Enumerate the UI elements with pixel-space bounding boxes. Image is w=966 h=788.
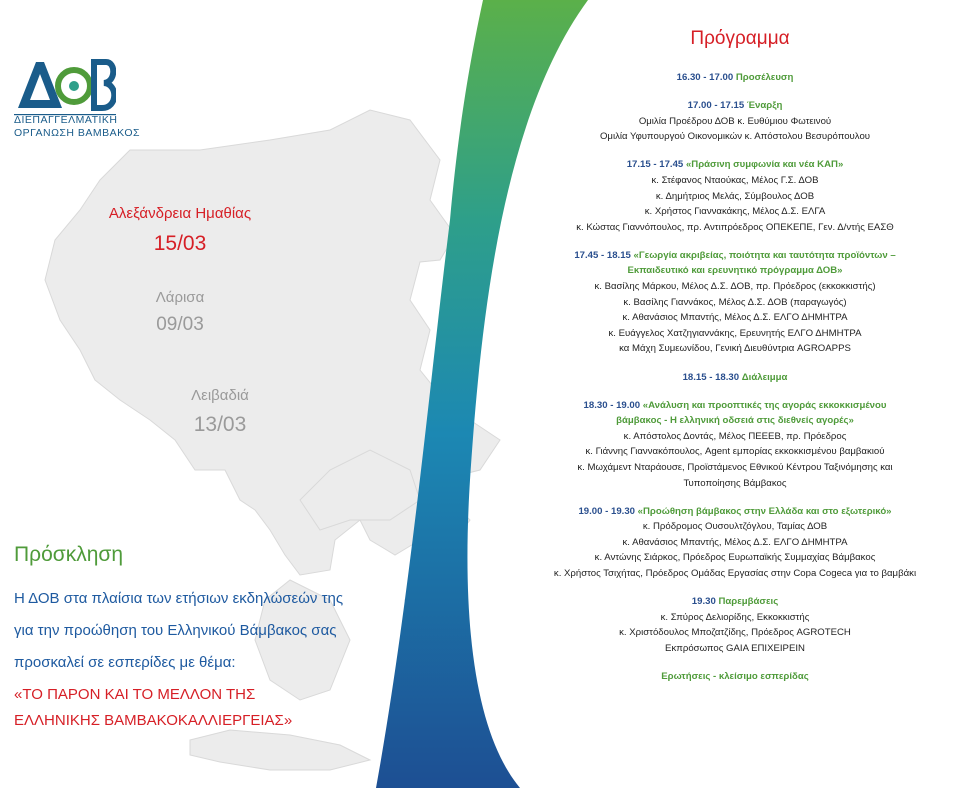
- date-larisa: 09/03: [156, 314, 204, 335]
- city-alexandreia: Αλεξάνδρεια Ημαθίας: [108, 205, 252, 222]
- speaker-line: κ. Δημήτριος Μελάς, Σύμβουλος ΔΟΒ: [655, 190, 815, 202]
- speaker-line: κ. Αθανάσιος Μπαντής, Μέλος Δ.Σ. ΕΛΓΟ ΔΗΜΗΤΡΑ: [622, 312, 848, 324]
- invitation-theme-2: ΕΛΛΗΝΙΚΗΣ ΒΑΜΒΑΚΟΚΑΛΛΙΕΡΓΕΙΑΣ»: [14, 712, 293, 729]
- speaker-line: κ. Μωχάμεντ Νταράουσε, Προϊστάμενος Εθνικού Κέντρου Ταξινόμησης και: [577, 461, 893, 473]
- session-green-deal: 17.15 - 17.45 «Πράσινη συμφωνία και νέα ΚΑΠ»: [626, 159, 844, 171]
- invitation-line-3: προσκαλεί σε εσπερίδες με θέμα:: [14, 654, 236, 671]
- session-closing: Ερωτήσεις - κλείσιμο εσπερίδας: [661, 671, 809, 682]
- speaker-line: Τυποποίησης Βάμβακος: [683, 477, 787, 489]
- session-promotion: 19.00 - 19.30 «Προώθηση βάμβακος στην Ελλάδα και στο εξωτερικό»: [578, 505, 892, 517]
- session-opening: 17.00 - 17.15 Έναρξη: [687, 100, 783, 112]
- session-interventions: 19.30 Παρεμβάσεις: [691, 596, 779, 608]
- session-arrival: 16.30 - 17.00 Προσέλευση: [676, 72, 794, 83]
- city-leivadia: Λειβαδιά: [191, 387, 249, 404]
- logo-text-line2: ΟΡΓΑΝΩΣΗ ΒΑΜΒΑΚΟΣ: [14, 127, 141, 139]
- speaker-line: Ομιλία Προέδρου ΔΟΒ κ. Ευθύμιου Φωτεινού: [638, 115, 832, 127]
- session-precision-agriculture: 17.45 - 18.15 «Γεωργία ακριβείας, ποιότητα και ταυτότητα προϊόντων –: [574, 249, 896, 261]
- speaker-line: κα Μάχη Συμεωνίδου, Γενική Διευθύντρια AGROAPPS: [619, 343, 851, 355]
- program-schedule: [510, 70, 960, 685]
- city-larisa: Λάρισα: [155, 289, 205, 306]
- speaker-line: Εκπρόσωπος GAIA ΕΠΙΧΕΙΡΕΙΝ: [665, 642, 805, 654]
- date-alexandreia: 15/03: [153, 232, 207, 255]
- speaker-line: κ. Αντώνης Σιάρκος, Πρόεδρος Ευρωπαϊκής Συμμαχίας Βάμβακος: [594, 552, 876, 564]
- logo-text-line1: ΔΙΕΠΑΓΓΕΛΜΑΤΙΚΗ: [14, 114, 118, 126]
- invitation-line-1: Η ΔΟΒ στα πλαίσια των ετήσιων εκδηλώσεών της: [14, 590, 344, 607]
- speaker-line: κ. Απόστολος Δοντάς, Μέλος ΠΕΕΕΒ, πρ. Πρόεδρος: [623, 430, 847, 442]
- speaker-line: κ. Σπύρος Δελιορίδης, Εκκοκκιστής: [660, 611, 810, 623]
- invitation-title: Πρόσκληση: [14, 543, 124, 566]
- program-title: Πρόγραμμα: [690, 28, 790, 49]
- speaker-line: κ. Χρήστος Γιαννακάκης, Μέλος Δ.Σ. ΕΛΓΑ: [644, 206, 826, 218]
- session-label-continued: Εκπαιδευτικό και ερευνητικό πρόγραμμα ΔΟΒ»: [627, 265, 843, 277]
- invitation-line-2: για την προώθηση του Ελληνικού Βάμβακος σας: [14, 622, 337, 639]
- speaker-line: κ. Χριστόδουλος Μποζατζίδης, Πρόεδρος AGROTECH: [619, 627, 851, 639]
- invitation-theme-1: «ΤΟ ΠΑΡΟΝ ΚΑΙ ΤΟ ΜΕΛΛΟΝ ΤΗΣ: [14, 686, 256, 703]
- date-leivadia: 13/03: [193, 413, 247, 436]
- speaker-line: κ. Ευάγγελος Χατζηγιαννάκης, Ερευνητής ΕΛΓΟ ΔΗΜΗΤΡΑ: [608, 327, 862, 339]
- speaker-line: Ομιλία Υφυπουργού Οικονομικών κ. Απόστολου Βεσυρόπουλου: [599, 131, 871, 143]
- session-market-analysis: 18.30 - 19.00 «Ανάλυση και προοπτικές της αγοράς εκκοκκισμένου: [583, 399, 887, 411]
- speaker-line: κ. Χρήστος Τσιχήτας, Πρόεδρος Ομάδας Εργασίας στην Copa Cogeca για το βαμβάκι: [553, 568, 917, 580]
- speaker-line: κ. Κώστας Γιαννόπουλος, πρ. Αντιπρόεδρος ΟΠΕΚΕΠΕ, Γεν. Δ/ντής ΕΑΣΘ: [576, 221, 894, 233]
- speaker-line: κ. Βασίλης Γιαννάκος, Μέλος Δ.Σ. ΔΟΒ (παραγωγός): [623, 296, 847, 308]
- speaker-line: κ. Πρόδρομος Ουσουλτζόγλου, Ταμίας ΔΟΒ: [642, 521, 828, 533]
- speaker-line: κ. Βασίλης Μάρκου, Μέλος Δ.Σ. ΔΟΒ, πρ. Πρόεδρος (εκκοκκιστής): [594, 281, 876, 293]
- speaker-line: κ. Γιάννης Γιαννακόπουλος, Agent εμπορίας εκκοκκισμένου βαμβακιού: [585, 446, 885, 458]
- logo-beta-icon: [94, 62, 114, 108]
- session-break: 18.15 - 18.30 Διάλειμμα: [682, 371, 788, 383]
- speaker-line: κ. Αθανάσιος Μπαντής, Μέλος Δ.Σ. ΕΛΓΟ ΔΗΜΗΤΡΑ: [622, 536, 848, 548]
- speaker-line: κ. Στέφανος Νταούκας, Μέλος Γ.Σ. ΔΟΒ: [651, 174, 819, 186]
- session-label-continued: βάμβακος - Η ελληνική οδσειά στις διεθνείς αγορές»: [616, 415, 854, 427]
